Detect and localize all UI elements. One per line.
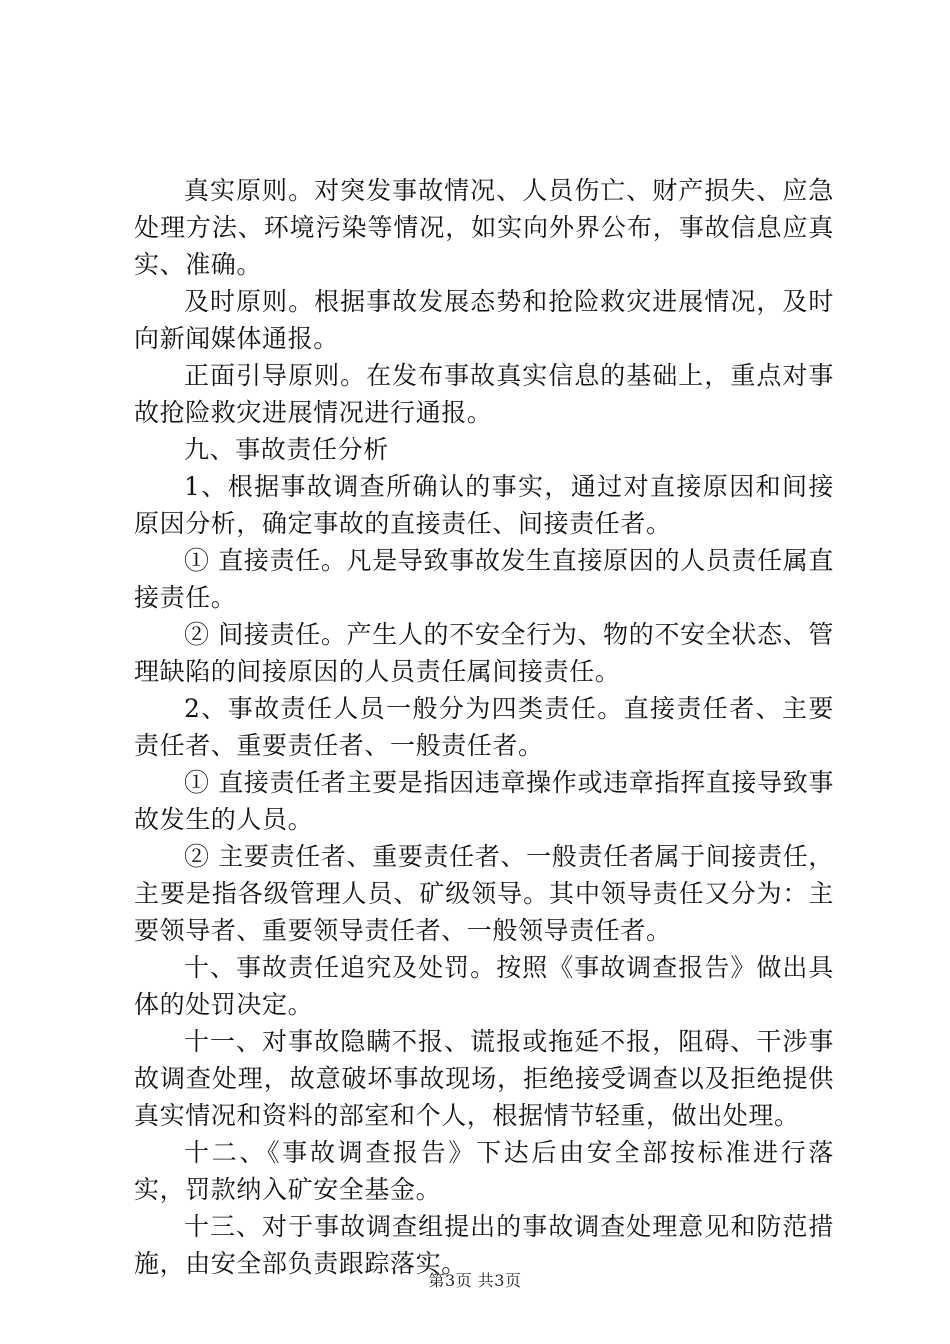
section-thirteen-followup: 十三、对于事故调查组提出的事故调查处理意见和防范措施，由安全部负责跟踪落实。 — [134, 1212, 834, 1278]
paragraph-item-1-indirect: ② 间接责任。产生人的不安全行为、物的不安全状态、管理缺陷的间接原因的人员责任属间接责任。 — [134, 620, 834, 686]
section-heading-responsibility-analysis: 九、事故责任分析 — [184, 435, 389, 464]
paragraph-timely-principle: 及时原则。根据事故发展态势和抢险救灾进展情况，及时向新闻媒体通报。 — [134, 287, 834, 353]
section-twelve-report: 十二、《事故调查报告》下达后由安全部按标准进行落实，罚款纳入矿安全基金。 — [134, 1138, 834, 1204]
paragraph-item-2-indirect: ② 主要责任者、重要责任者、一般责任者属于间接责任，主要是指各级管理人员、矿级领导。其中领导责任又分为：主要领导者、重要领导责任者、一般领导责任者。 — [134, 842, 834, 945]
section-ten-penalty: 十、事故责任追究及处罚。按照《事故调查报告》做出具体的处罚决定。 — [134, 953, 834, 1019]
paragraph-positive-guidance-principle: 正面引导原则。在发布事故真实信息的基础上，重点对事故抢险救灾进展情况进行通报。 — [134, 361, 834, 427]
paragraph-item-2-direct: ① 直接责任者主要是指因违章操作或违章指挥直接导致事故发生的人员。 — [134, 768, 834, 834]
paragraph-item-1-direct: ① 直接责任。凡是导致事故发生直接原因的人员责任属直接责任。 — [134, 546, 834, 612]
page-number-footer: 第3页 共3页 — [428, 1271, 522, 1290]
section-eleven-concealment: 十一、对事故隐瞒不报、谎报或拖延不报，阻碍、干涉事故调查处理，故意破坏事故现场，拒绝接受调查以及拒绝提供真实情况和资料的部室和个人，根据情节轻重，做出处理。 — [134, 1027, 834, 1130]
paragraph-item-2: 2、事故责任人员一般分为四类责任。直接责任者、主要责任者、重要责任者、一般责任者。 — [134, 694, 834, 760]
paragraph-truth-principle: 真实原则。对突发事故情况、人员伤亡、财产损失、应急处理方法、环境污染等情况，如实向外界公布，事故信息应真实、准确。 — [134, 176, 834, 279]
document-body — [134, 172, 834, 1282]
paragraph-item-1: 1、根据事故调查所确认的事实，通过对直接原因和间接原因分析，确定事故的直接责任、间接责任者。 — [134, 472, 834, 538]
